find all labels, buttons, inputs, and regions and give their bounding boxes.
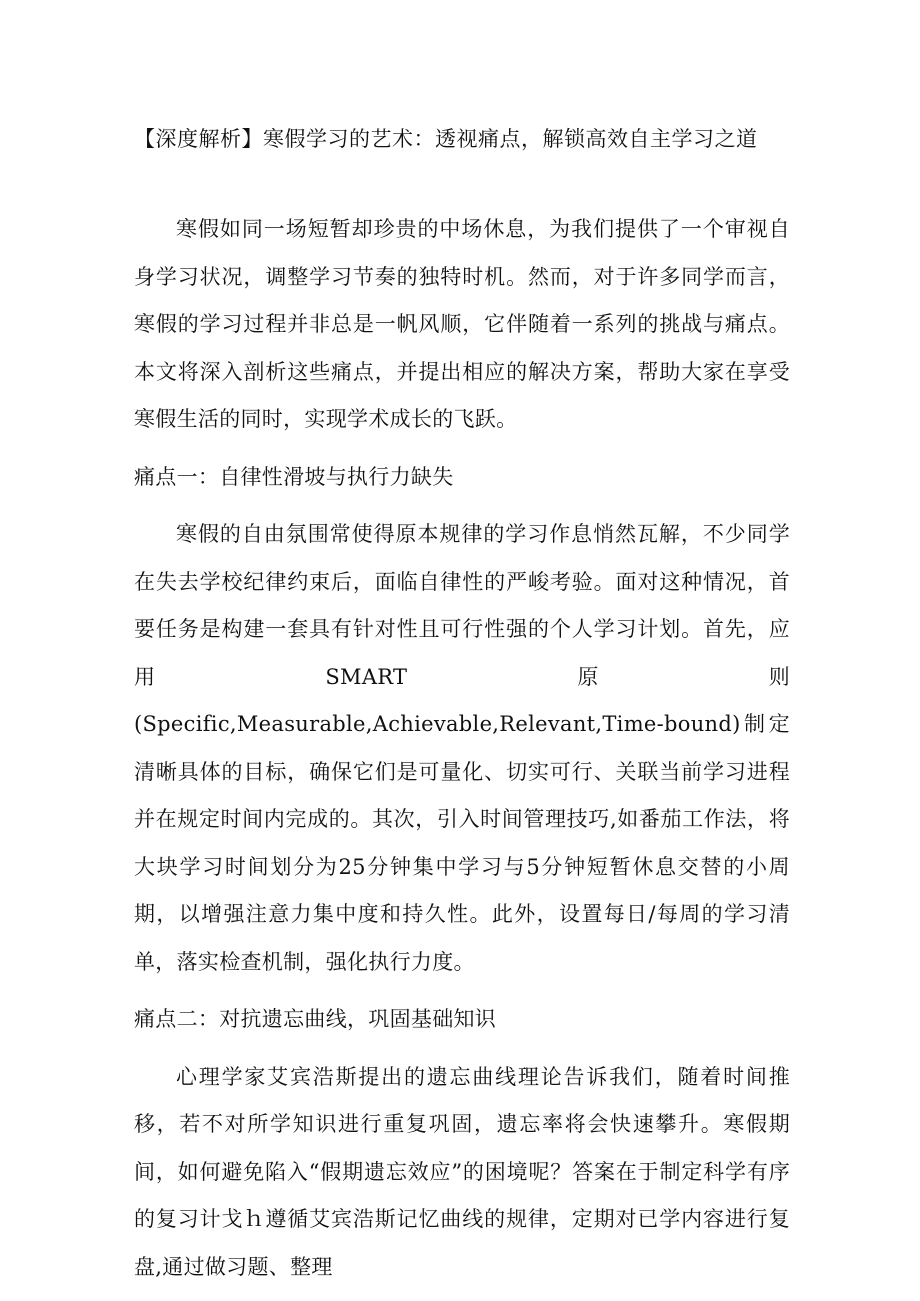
section-paragraph-1: 寒假的自由氛围常使得原本规律的学习作息悄然瓦解，不少同学在失去学校纪律约束后，面临自律性的严峻考验。面对这种情况，首要任务是构建一套具有针对性且可行性强的个人学习计划。首先，应用SMART原则(Specific,Measurable,Achievable,Relevant,Time-bound)制定清晰具体的目标，确保它们是可量化、切实可行、关联当前学习进程并在规定时间内完成的。其次，引入时间管理技巧,如番茄工作法，将大块学习时间划分为25分钟集中学习与5分钟短暂休息交替的小周期，以增强注意力集中度和持久性。此外，设置每日/每周的学习清单，落实检查机制，强化执行力度。	[134, 522, 790, 974]
document-title: 【深度解析】寒假学习的艺术：透视痛点，解锁高效自主学习之道	[134, 127, 758, 151]
section-heading-2: 痛点二：对抗遗忘曲线，巩固基础知识	[134, 1007, 497, 1031]
section-heading-1: 痛点一：自律性滑坡与执行力缺失	[134, 464, 454, 489]
intro-paragraph: 寒假如同一场短暂却珍贵的中场休息，为我们提供了一个审视自身学习状况，调整学习节奏的独特时机。然而，对于许多同学而言，寒假的学习过程并非总是一帆风顺，它伴随着一系列的挑战与痛点。本文将深入剖析这些痛点，并提出相应的解决方案，帮助大家在享受寒假生活的同时，实现学术成长的飞跃。	[134, 217, 790, 431]
section-paragraph-2: 心理学家艾宾浩斯提出的遗忘曲线理论告诉我们，随着时间推移，若不对所学知识进行重复巩固，遗忘率将会快速攀升。寒假期间，如何避免陷入“假期遗忘效应”的困境呢？答案在于制定科学有序的复习计戈ｈ遵循艾宾浩斯记忆曲线的规律，定期对已学内容进行复盘,通过做习题、整理	[134, 1064, 790, 1279]
document-body	[134, 206, 790, 1301]
